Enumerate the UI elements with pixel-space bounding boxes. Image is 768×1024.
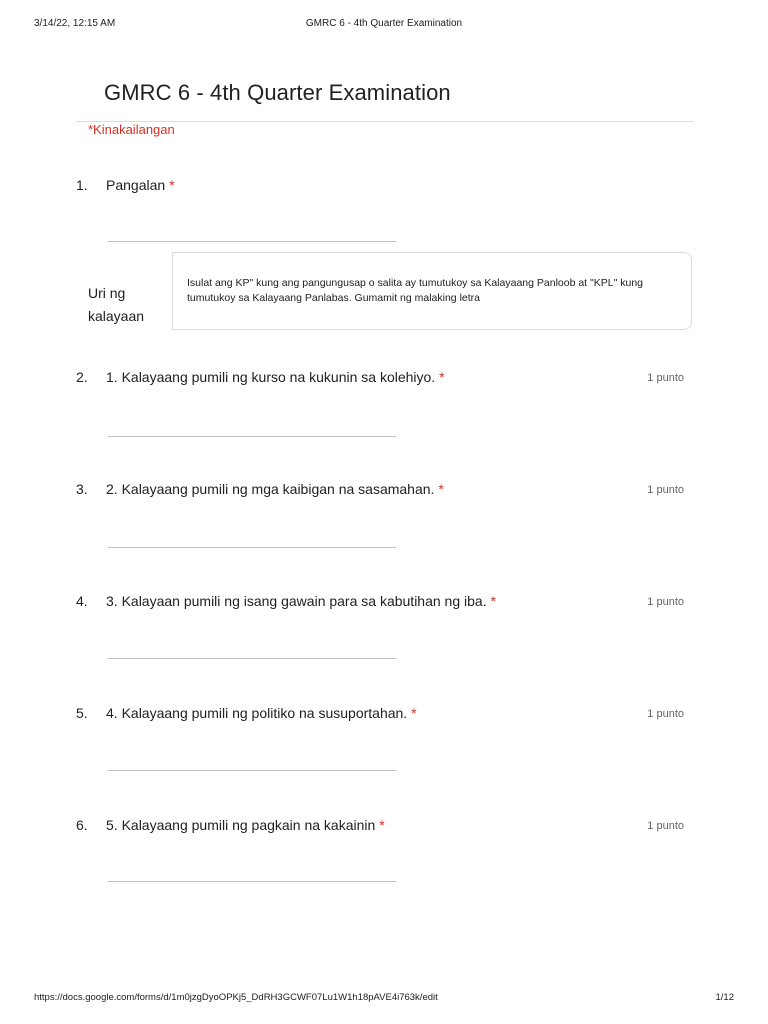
question-number: 2. bbox=[76, 369, 88, 385]
question-points: 1 punto bbox=[647, 708, 684, 720]
print-datetime: 3/14/22, 12:15 AM bbox=[34, 18, 116, 29]
answer-input[interactable] bbox=[108, 547, 396, 548]
question-points: 1 punto bbox=[647, 484, 684, 496]
question-label bbox=[106, 705, 417, 721]
question-number: 4. bbox=[76, 593, 88, 609]
answer-input[interactable] bbox=[108, 881, 396, 882]
section-title: Uri ng kalayaan bbox=[88, 285, 145, 324]
question-text: 3. Kalayaan pumili ng isang gawain para sa kabutihan ng iba. bbox=[106, 593, 487, 609]
print-url: https://docs.google.com/forms/d/1m0jzgDyoOPKj5_DdRH3GCWF07Lu1W1h18pAVE4i763k/edit bbox=[34, 992, 438, 1003]
question-points: 1 punto bbox=[647, 372, 684, 384]
required-asterisk: * bbox=[438, 481, 444, 497]
question-label bbox=[106, 481, 444, 497]
answer-input[interactable] bbox=[108, 436, 396, 437]
section-box-border bbox=[172, 252, 173, 330]
answer-input[interactable] bbox=[108, 658, 396, 659]
required-asterisk: * bbox=[379, 817, 385, 833]
question-label-name bbox=[106, 177, 175, 193]
question-label bbox=[106, 593, 496, 609]
print-page-number: 1/12 bbox=[715, 992, 734, 1003]
question-points: 1 punto bbox=[647, 820, 684, 832]
required-asterisk: * bbox=[490, 593, 496, 609]
question-text: 4. Kalayaang pumili ng politiko na susuportahan. bbox=[106, 705, 408, 721]
question-points: 1 punto bbox=[647, 596, 684, 608]
required-asterisk: * bbox=[411, 705, 417, 721]
question-text: Pangalan bbox=[106, 177, 166, 193]
question-text: 1. Kalayaang pumili ng kurso na kukunin sa kolehiyo. bbox=[106, 369, 436, 385]
question-label bbox=[106, 817, 385, 833]
required-asterisk: * bbox=[439, 369, 445, 385]
question-number: 5. bbox=[76, 705, 88, 721]
form-title: GMRC 6 - 4th Quarter Examination bbox=[104, 80, 451, 105]
section-description: Isulat ang KP" kung ang pangungusap o salita ay tumutukoy sa Kalayaang Panloob at "KPL" kung tumutukoy sa Kalayaang Panlabas. Gumamit ng malaking letra bbox=[187, 277, 643, 304]
question-label bbox=[106, 369, 445, 385]
question-text: 2. Kalayaang pumili ng mga kaibigan na sasamahan. bbox=[106, 481, 435, 497]
question-number: 3. bbox=[76, 481, 88, 497]
required-note: *Kinakailangan bbox=[88, 122, 175, 137]
question-text: 5. Kalayaang pumili ng pagkain na kakainin bbox=[106, 817, 376, 833]
question-number: 6. bbox=[76, 817, 88, 833]
question-number: 1. bbox=[76, 177, 88, 193]
required-asterisk: * bbox=[169, 177, 175, 193]
answer-input[interactable] bbox=[108, 770, 396, 771]
print-title: GMRC 6 - 4th Quarter Examination bbox=[305, 18, 463, 29]
answer-input-name[interactable] bbox=[108, 241, 396, 242]
